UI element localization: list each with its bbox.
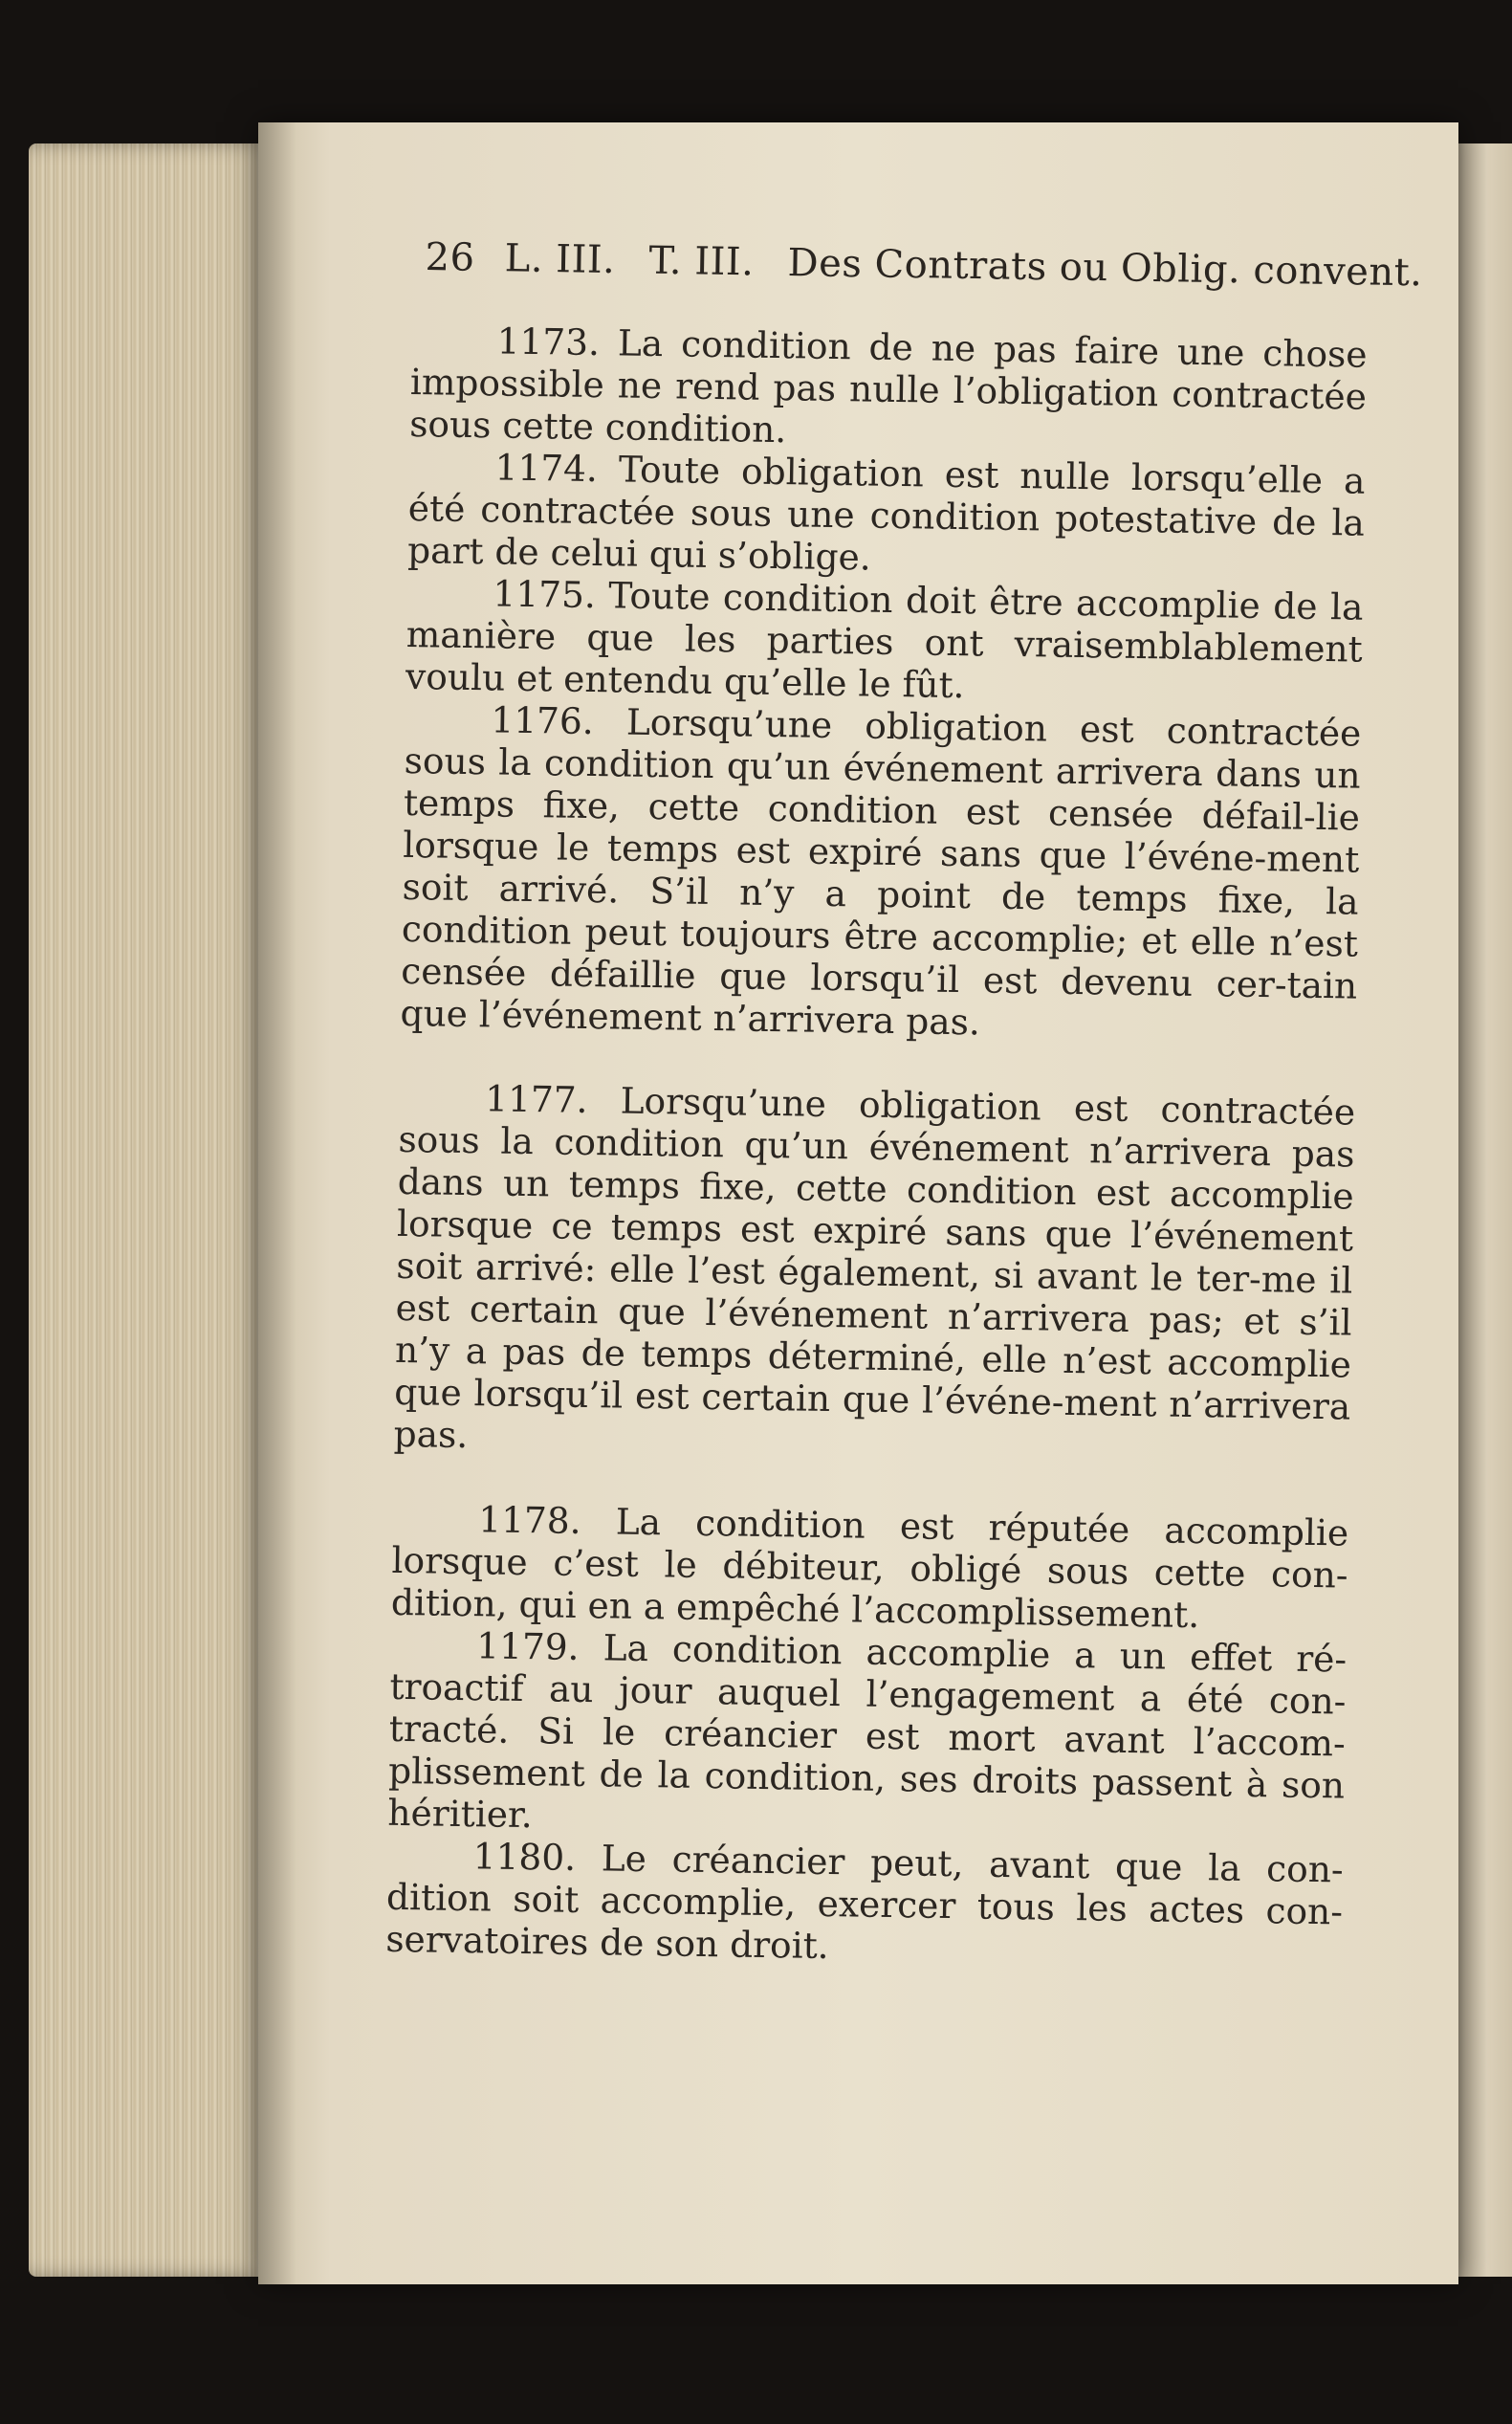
article-number: 1180. [472, 1835, 577, 1879]
article-1175 [405, 571, 1364, 713]
article-1178 [391, 1497, 1349, 1639]
page-body [385, 319, 1368, 1974]
article-text: Lorsqu’une obligation est contractée sous la condition qu’un événement arrivera dans un temps fixe, cette condition est censée défail-lie lorsque le temps est expiré sans que l’événe-ment soit arrivé. S’il n’y a point de temps fixe, la condition peut toujours être accomplie; et elle n’est censée défaillie que lorsqu’il est devenu cer-tain que l’événement n’arrivera pas. [400, 700, 1362, 1044]
article-text: Lorsqu’une obligation est contractée sous la condition qu’un événement n’arrivera pas dans un temps fixe, cette condition est accomplie lorsque ce temps est expiré sans que l’événement soit arrivé: elle l’est également, si avant le ter-me il est certain que l’événement n’arrivera pas; et s’il n’y a pas de temps déterminé, elle n’est accomplie que lorsqu’il est certain que l’événe-ment n’arrivera pas. [393, 1079, 1356, 1457]
article-text: La condition accomplie a un effet ré-troactif au jour auquel l’engagement a été con-tracté. Si le créancier est mort avant l’accom-plissement de la condition, ses droits passent à son héritier. [387, 1626, 1348, 1837]
article-number: 1176. [491, 698, 595, 743]
book-label: L. III. [504, 236, 616, 283]
article-text: Toute condition doit être accomplie de la manière que les parties ont vraisemblablement voulu et entendu qu’elle le fût. [405, 574, 1364, 707]
page-number: 26 [425, 235, 475, 280]
running-title: Des Contrats ou Oblig. convent. [787, 240, 1423, 296]
running-header [425, 235, 1423, 296]
article-1179 [387, 1623, 1347, 1849]
article-number: 1177. [484, 1077, 588, 1121]
article-number: 1173. [496, 320, 601, 364]
article-text: La condition de ne pas faire une chose impossible ne rend pas nulle l’obligation contractée sous cette condition. [408, 321, 1368, 452]
title-label: T. III. [648, 238, 755, 285]
article-number: 1174. [494, 446, 599, 491]
article-1173 [409, 319, 1368, 460]
article-text: Toute obligation est nulle lorsqu’elle a été contractée sous une condition potestative de la part de celui qui s’oblige. [406, 448, 1366, 579]
article-1177 [393, 1076, 1355, 1470]
book-page [258, 122, 1458, 2284]
article-number: 1179. [475, 1624, 580, 1668]
article-number: 1178. [477, 1498, 581, 1542]
article-1180 [385, 1834, 1344, 1975]
book-page-stack [29, 143, 268, 2277]
article-1176 [400, 697, 1361, 1049]
article-text: Le créancier peut, avant que la con-dition soit accomplie, exercer tous les actes con-servatoires de son droit. [385, 1837, 1344, 1968]
article-text: La condition est réputée accomplie lorsque c’est le débiteur, obligé sous cette con-dition, qui en a empêché l’accomplissement. [390, 1500, 1349, 1637]
article-1174 [407, 445, 1366, 586]
article-number: 1175. [493, 572, 597, 617]
